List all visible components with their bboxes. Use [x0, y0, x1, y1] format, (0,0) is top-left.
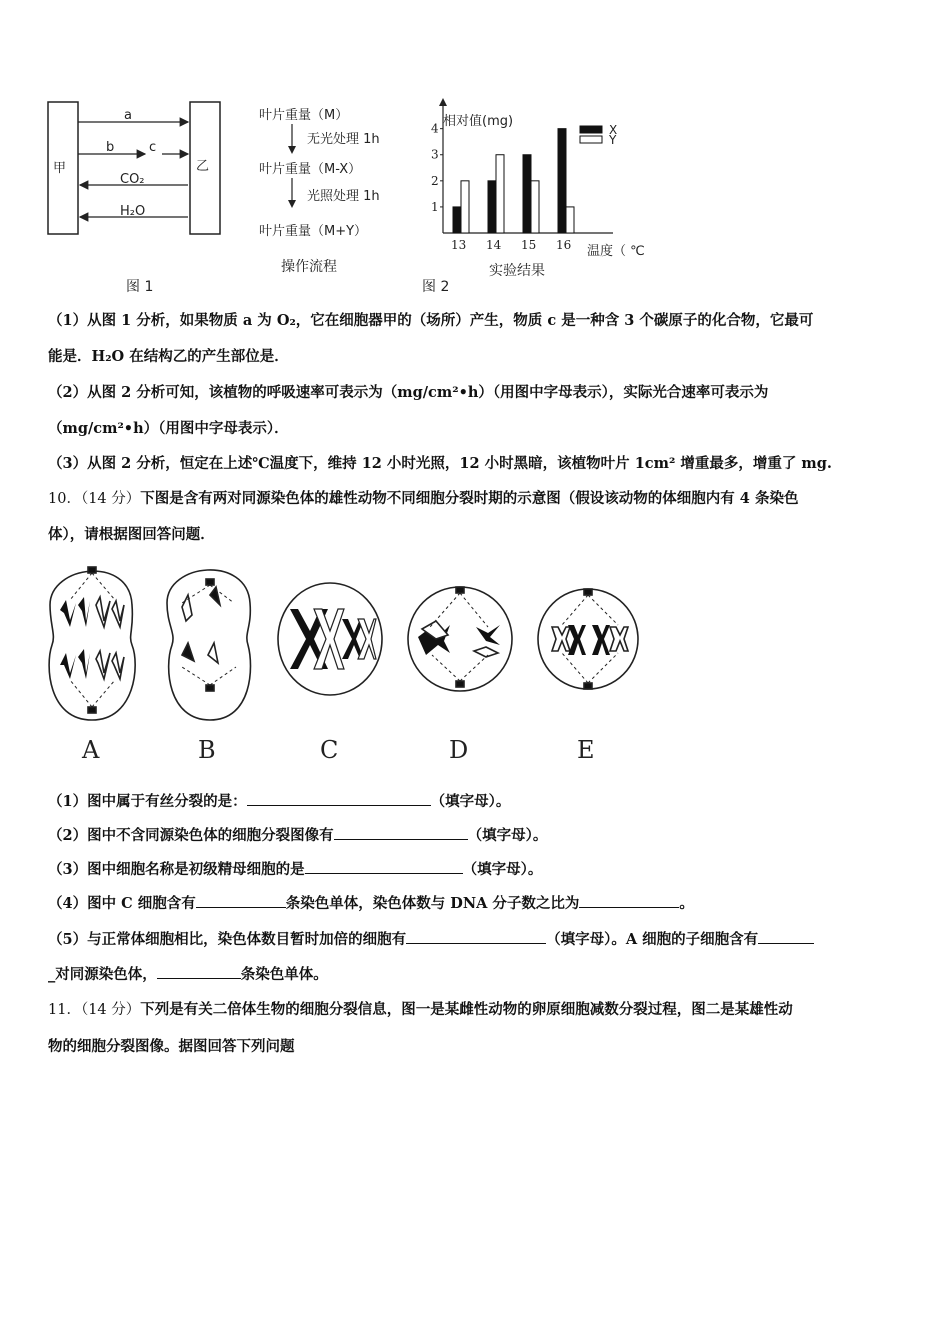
cell-figures-svg	[40, 555, 660, 735]
chart-bar-x	[523, 155, 531, 233]
chart-x-tick-label: 14	[486, 238, 502, 252]
chart-x-tick-label: 15	[521, 238, 537, 252]
q10-sub4: （4）图中 C 细胞含有 条染色单体，染色体数与 DNA 分子数之比为 。	[48, 895, 694, 912]
q10-sub5-line1: （5）与正常体细胞相比，染色体数目暂时加倍的细胞有 （填字母）。A 细胞的子细胞含有	[48, 929, 908, 950]
q11-stem-line2: 物的细胞分裂图像。据图回答下列问题	[48, 1038, 295, 1055]
cell-label-a: A	[82, 736, 100, 764]
chart-y-tick-label: 1	[431, 199, 439, 214]
answer-blank-3[interactable]	[305, 859, 463, 874]
flow-step-3: 叶片重量（M+Y）	[259, 224, 368, 239]
cell-label-c: C	[320, 736, 339, 764]
cell-label-d: D	[449, 736, 469, 764]
q10-stem-line1: 10．（14 分）下图是含有两对同源染色体的雄性动物不同细胞分裂时期的示意图（假设该动物的体细胞内有 4 条染色	[48, 490, 799, 507]
chart-x-tick-label: 16	[556, 238, 572, 252]
answer-blank-4a[interactable]	[196, 893, 286, 908]
q11-stem-line1: 11．（14 分）下列是有关二倍体生物的细胞分裂信息，图一是某雌性动物的卵原细胞减数分裂过程，图二是某雄性动	[48, 1001, 793, 1018]
figure-2-chart	[415, 96, 665, 281]
q10-number: 10．（14 分）	[48, 491, 141, 507]
chart-title: 实验结果	[489, 263, 545, 279]
label-h2o: H₂O	[120, 204, 146, 219]
figure-1	[40, 96, 240, 256]
q10-sub2: （2）图中不含同源染色体的细胞分裂图像有 （填字母）。	[48, 827, 548, 844]
chart-bar-x	[488, 181, 496, 233]
q10-stem-line2: 体），请根据图回答问题．	[48, 526, 215, 543]
q10-sub1: （1）图中属于有丝分裂的是： （填字母）。	[48, 793, 511, 810]
figure-2-caption: 图 2	[422, 279, 450, 295]
cell-e	[538, 589, 638, 689]
cell-d	[408, 587, 512, 691]
q9-part3: （3）从图 2 分析，恒定在上述℃温度下，维持 12 小时光照，12 小时黑暗，该植物叶片 1cm² 增重最多，增重了 mg.	[48, 455, 832, 472]
legend-label-y: Y	[609, 133, 617, 147]
cell-b	[167, 570, 251, 720]
q10-sub5-line2: _对同源染色体， 条染色单体。	[48, 966, 328, 983]
q11-number: 11．（14 分）	[48, 1002, 141, 1018]
chart-bar-y	[461, 181, 469, 233]
cell-label-b: B	[198, 736, 216, 764]
chart-bar-x	[453, 207, 461, 233]
cell-figures	[40, 555, 660, 735]
chart-ylabel: 相对值(mg)	[443, 114, 514, 129]
chart-bar-y	[531, 181, 539, 233]
operation-flow	[255, 100, 415, 280]
figure-1-caption: 图 1	[126, 279, 154, 295]
q9-part2-line1: （2）从图 2 分析可知，该植物的呼吸速率可表示为（mg/cm²•h）（用图中字母表示），实际光合速率可表示为	[48, 384, 769, 401]
answer-blank-1[interactable]	[247, 791, 431, 806]
label-jia: 甲	[53, 161, 67, 176]
chart-x-tick-label: 13	[451, 238, 467, 252]
cell-c	[278, 583, 382, 695]
answer-blank-5a[interactable]	[406, 929, 546, 944]
cell-label-e: E	[577, 736, 595, 764]
chart-y-tick-label: 4	[431, 121, 439, 136]
cell-a	[49, 567, 135, 720]
q9-part1-line1: （1）从图 1 分析，如果物质 a 为 O₂，它在细胞器甲的（场所）产生，物质 c 是一种含 3 个碳原子的化合物，它最可	[48, 312, 814, 329]
chart-y-tick-label: 2	[431, 173, 439, 188]
chart-y-axis-arrow	[439, 98, 447, 106]
chart-bar-y	[496, 155, 504, 233]
legend-swatch-x	[580, 126, 602, 133]
flow-step-2: 叶片重量（M-X）	[259, 162, 362, 177]
q9-part2-line2: （mg/cm²•h）（用图中字母表示）．	[48, 420, 289, 437]
answer-blank-4b[interactable]	[579, 893, 679, 908]
label-a: a	[124, 108, 132, 123]
chart-y-tick-label: 3	[431, 147, 439, 162]
flow-step-1: 叶片重量（M）	[259, 108, 349, 123]
label-c: c	[149, 140, 157, 155]
label-co2: CO₂	[120, 172, 145, 187]
flow-caption: 操作流程	[281, 259, 337, 275]
flow-treatment-dark: 无光处理 1h	[307, 132, 380, 147]
flow-treatment-light: 光照处理 1h	[307, 189, 380, 204]
chart-bar-y	[566, 207, 574, 233]
legend-label-x: X	[609, 123, 618, 137]
answer-blank-2[interactable]	[334, 825, 468, 840]
answer-blank-5c[interactable]	[157, 964, 241, 979]
chart-xlabel: 温度（ ℃	[587, 244, 645, 259]
q10-sub3: （3）图中细胞名称是初级精母细胞的是 （填字母）。	[48, 861, 543, 878]
answer-blank-5b[interactable]	[758, 929, 814, 944]
flow-arrow-1	[285, 122, 299, 156]
legend-swatch-y	[580, 136, 602, 143]
flow-arrow-2	[285, 176, 299, 210]
q9-part1-line2: 能是．H₂O 在结构乙的产生部位是．	[48, 348, 289, 365]
chart-bar-x	[558, 129, 566, 233]
label-yi: 乙	[196, 159, 210, 174]
label-b: b	[106, 140, 115, 155]
